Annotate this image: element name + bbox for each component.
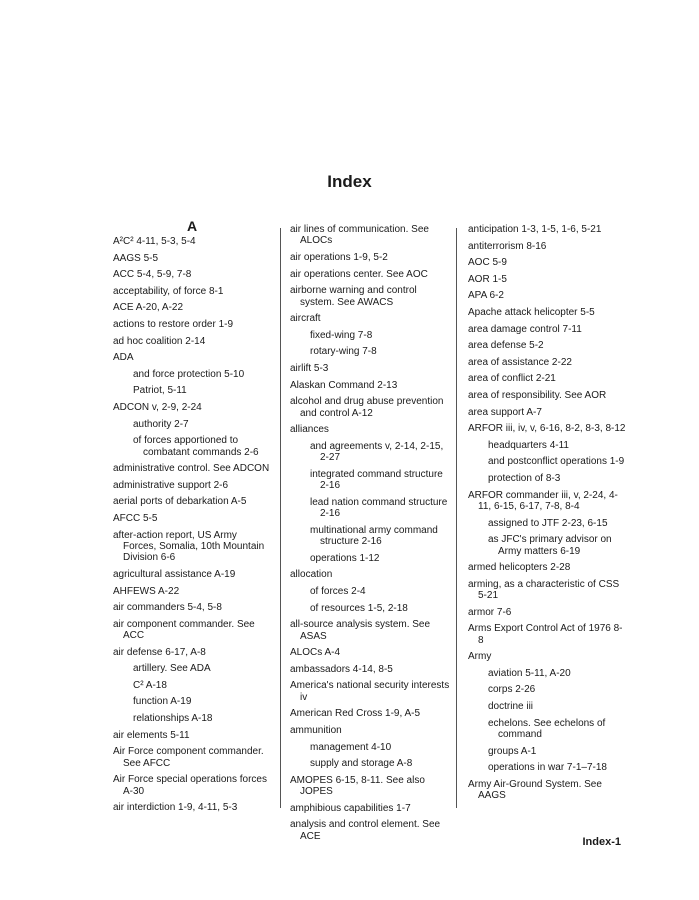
index-subentry: of forces 2-4	[310, 585, 366, 597]
index-subentry: management 4-10	[310, 741, 392, 753]
section-letter: A	[186, 218, 198, 234]
index-subentry: multinational army command structure 2-16	[310, 524, 438, 548]
index-subentry: of forces apportioned to combatant commands 2-6	[133, 435, 259, 458]
index-entry: air defense 6-17, A-8	[113, 646, 206, 658]
index-entry: America's national security interests iv	[290, 680, 450, 703]
index-entry: alcohol and drug abuse prevention and control A-12	[290, 396, 444, 419]
index-entry: anticipation 1-3, 1-5, 1-6, 5-21	[468, 224, 602, 235]
index-entry: air operations center. See AOC	[290, 268, 428, 280]
index-entry: arming, as a characteristic of CSS 5-21	[468, 578, 620, 602]
index-entry: all-source analysis system. See ASAS	[290, 619, 431, 642]
index-entry: AOC 5-9	[468, 257, 507, 269]
index-entry: ambassadors 4-14, 8-5	[290, 663, 393, 675]
index-subentry: relationships A-18	[133, 713, 213, 725]
index-column-3	[468, 224, 628, 807]
index-entry: ACC 5-4, 5-9, 7-8	[113, 269, 192, 281]
index-entry: aerial ports of debarkation A-5	[113, 496, 247, 508]
index-entry: ALOCs A-4	[290, 647, 341, 659]
index-entry: ADCON v, 2-9, 2-24	[113, 401, 202, 413]
column-rule-left	[280, 228, 281, 808]
index-entry: Air Force component commander. See AFCC	[113, 746, 264, 769]
index-subentry: corps 2-26	[488, 684, 536, 696]
index-subentry: function A-19	[133, 696, 192, 708]
index-entry: amphibious capabilities 1-7	[290, 802, 411, 814]
index-entry: administrative control. See ADCON	[113, 463, 270, 475]
index-entry: agricultural assistance A-19	[113, 568, 236, 580]
index-column-2	[290, 224, 450, 847]
entry-list	[290, 224, 450, 842]
entry-list	[113, 236, 271, 814]
index-entry: air interdiction 1-9, 4-11, 5-3	[113, 802, 238, 814]
index-entry: Air Force special operations forces A-30	[113, 774, 267, 797]
index-entry: actions to restore order 1-9	[113, 318, 234, 330]
index-subentry: doctrine iii	[488, 701, 534, 713]
index-entry: after-action report, US Army Forces, Somalia, 10th Mountain Division 6-6	[113, 529, 265, 564]
index-entry: aircraft	[290, 313, 321, 325]
index-entry: air elements 5-11	[113, 729, 190, 741]
index-entry: alliances	[290, 424, 329, 436]
index-entry: A²C² 4-11, 5-3, 5-4	[113, 236, 196, 247]
index-entry: ammunition	[290, 724, 342, 736]
column-rule-right	[456, 228, 457, 808]
index-entry: Apache attack helicopter 5-5	[468, 306, 595, 318]
index-subentry: and postconflict operations 1-9	[488, 456, 625, 468]
index-subentry: as JFC's primary advisor on Army matters 6-19	[488, 534, 612, 557]
index-entry: armor 7-6	[468, 606, 512, 618]
index-entry: acceptability, of force 8-1	[113, 285, 224, 297]
index-entry: armed helicopters 2-28	[468, 562, 571, 574]
index-subentry: integrated command structure 2-16	[310, 468, 443, 492]
index-subentry: headquarters 4-11	[488, 439, 569, 451]
index-subentry: lead nation command structure 2-16	[310, 496, 448, 520]
page-number: Index-1	[582, 836, 621, 848]
index-entry: American Red Cross 1-9, A-5	[290, 708, 421, 720]
index-entry: Arms Export Control Act of 1976 8-8	[468, 623, 623, 646]
index-subentry: rotary-wing 7-8	[310, 346, 377, 358]
index-subentry: echelons. See echelons of command	[488, 717, 606, 741]
index-entry: allocation	[290, 569, 333, 581]
index-column-1	[113, 218, 271, 819]
index-entry: antiterrorism 8-16	[468, 240, 547, 252]
index-entry: ad hoc coalition 2-14	[113, 335, 206, 347]
index-entry: administrative support 2-6	[113, 479, 229, 491]
index-subentry: Patriot, 5-11	[133, 385, 187, 397]
index-entry: area of assistance 2-22	[468, 356, 572, 368]
entry-list	[468, 224, 628, 802]
index-subentry: artillery. See ADA	[133, 663, 211, 675]
index-subentry: operations 1-12	[310, 552, 380, 564]
index-subentry: groups A-1	[488, 745, 537, 757]
index-subentry: and agreements v, 2-14, 2-15, 2-27	[310, 440, 444, 464]
index-entry: area support A-7	[468, 406, 542, 418]
index-entry: AMOPES 6-15, 8-11. See also JOPES	[290, 774, 425, 798]
index-entry: AOR 1-5	[468, 273, 507, 285]
index-entry: AAGS 5-5	[113, 252, 159, 264]
index-entry: area defense 5-2	[468, 340, 544, 352]
index-entry: AFCC 5-5	[113, 512, 158, 524]
index-entry: airlift 5-3	[290, 362, 329, 374]
index-entry: air component commander. See ACC	[113, 618, 255, 642]
index-entry: area of conflict 2-21	[468, 373, 556, 385]
index-subentry: and force protection 5-10	[133, 368, 245, 380]
index-entry: APA 6-2	[468, 290, 504, 302]
index-entry: area of responsibility. See AOR	[468, 389, 607, 401]
index-subentry: operations in war 7-1–7-18	[488, 762, 607, 774]
page-title: Index	[327, 172, 372, 191]
index-entry: ARFOR commander iii, v, 2-24, 4-11, 6-15, 6-17, 7-8, 8-4	[468, 489, 618, 512]
index-entry: AHFEWS A-22	[113, 585, 180, 597]
index-entry: area damage control 7-11	[468, 323, 582, 335]
index-subentry: fixed-wing 7-8	[310, 329, 373, 341]
index-subentry: C² A-18	[133, 679, 167, 691]
index-entry: ADA	[113, 352, 134, 364]
index-entry: analysis and control element. See ACE	[290, 819, 441, 842]
index-entry: air lines of communication. See ALOCs	[290, 224, 429, 247]
index-subentry: authority 2-7	[133, 418, 189, 430]
index-entry: ACE A-20, A-22	[113, 302, 184, 314]
index-entry: Army	[468, 651, 492, 663]
index-entry: Alaskan Command 2-13	[290, 379, 398, 391]
index-subentry: assigned to JTF 2-23, 6-15	[488, 517, 608, 529]
index-entry: airborne warning and control system. See AWACS	[290, 285, 417, 308]
index-subentry: protection of 8-3	[488, 472, 561, 484]
index-entry: ARFOR iii, iv, v, 6-16, 8-2, 8-3, 8-12	[468, 423, 626, 435]
index-entry: air operations 1-9, 5-2	[290, 252, 388, 263]
index-entry: air commanders 5-4, 5-8	[113, 602, 222, 614]
index-subentry: supply and storage A-8	[310, 758, 413, 770]
index-subentry: of resources 1-5, 2-18	[310, 602, 408, 614]
index-entry: Army Air-Ground System. See AAGS	[468, 778, 602, 802]
index-subentry: aviation 5-11, A-20	[488, 667, 571, 679]
